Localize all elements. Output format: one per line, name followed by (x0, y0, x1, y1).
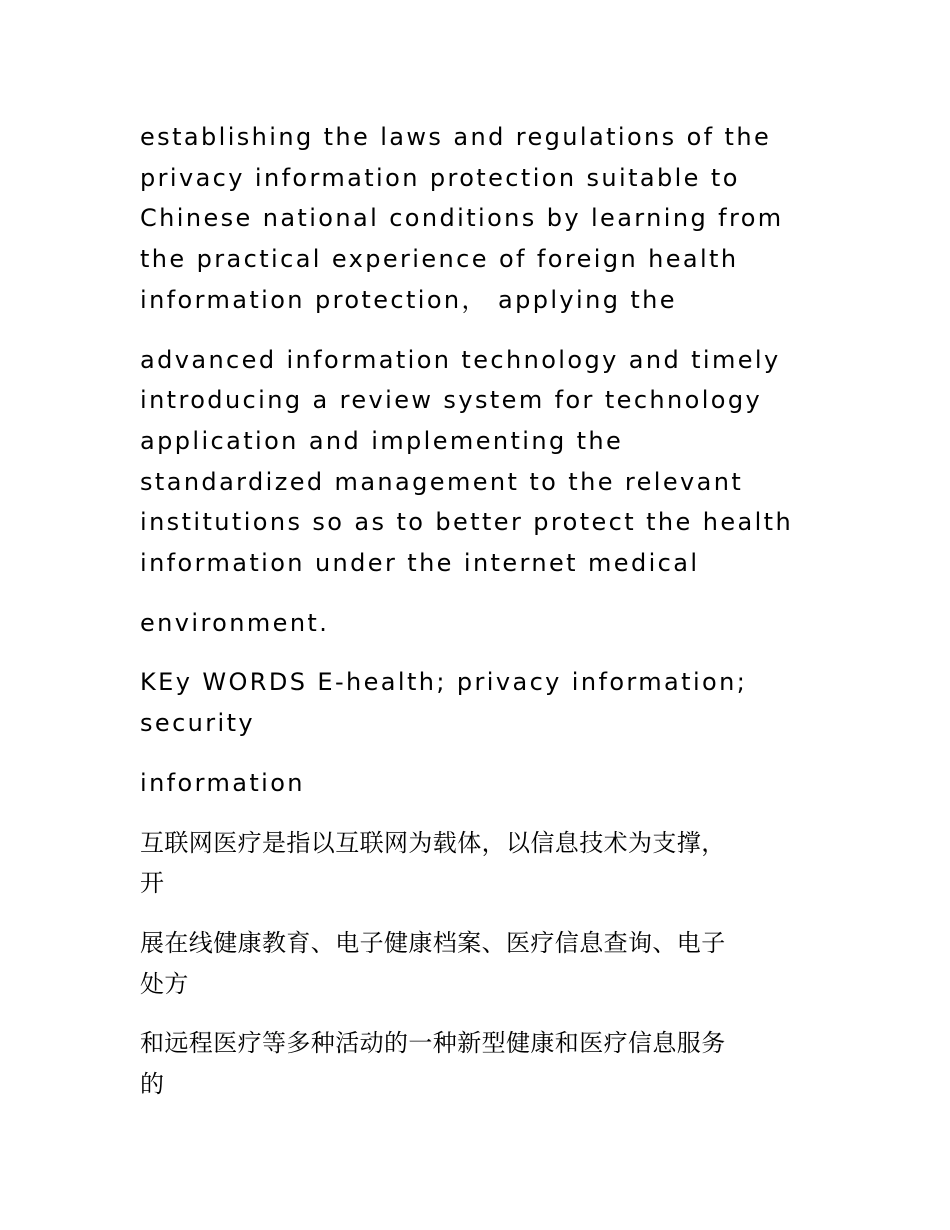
paragraph-chinese-3: 和远程医疗等多种活动的一种新型健康和医疗信息服务 的 (140, 1029, 726, 1099)
paragraph-keywords: KEy WORDS E-health; privacy information; security (140, 668, 748, 738)
paragraph-chinese-1: 互联网医疗是指以互联网为载体，以信息技术为支撑， 开 (140, 828, 726, 898)
paragraph-abstract-2: advanced information technology and timely introducing a review system for technology application and implementing the standardized management to the relevant institutions so as to better protect the health information under the internet medical (140, 345, 794, 578)
paragraph-keywords-continued: information (140, 768, 305, 797)
paragraph-chinese-2: 展在线健康教育、电子健康档案、医疗信息查询、电子 处方 (140, 928, 726, 998)
document-body (140, 117, 820, 1124)
paragraph-abstract-1: establishing the laws and regulations of the privacy information protection suitable to Chinese national conditions by learning from the practical experience of foreign health information protection， applying the (140, 123, 784, 314)
paragraph-abstract-3: environment. (140, 608, 330, 637)
